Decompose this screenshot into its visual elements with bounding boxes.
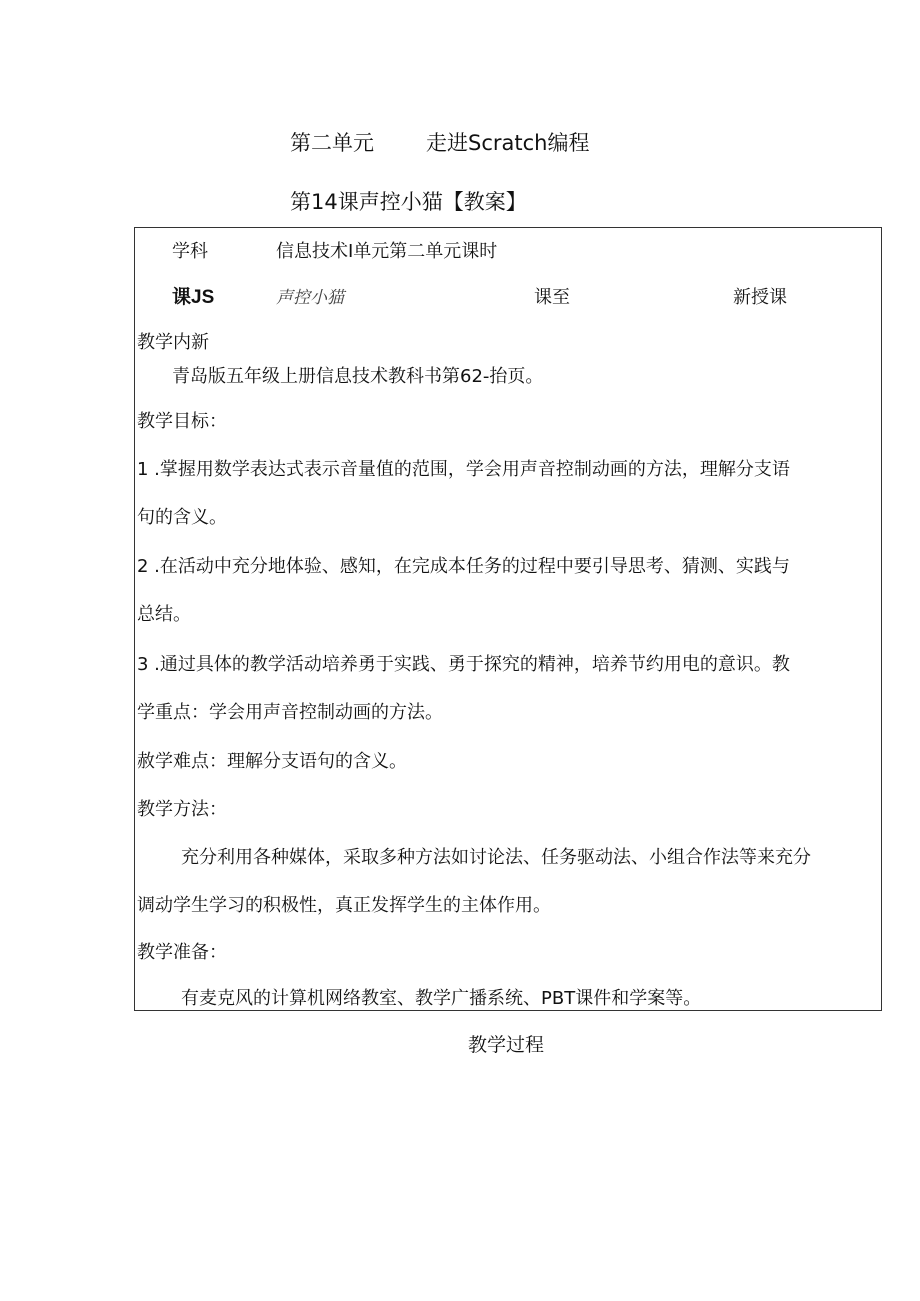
objective-1-line-2: 句的含义。 (137, 507, 227, 528)
objectives-heading: 教学目标： (137, 411, 227, 432)
methods-heading: 教学方法： (137, 799, 227, 820)
unit-heading (290, 127, 589, 157)
objective-2-line-1: 2 .在活动中充分地体验、感知，在完成本任务的过程中要引导思考、猜测、实践与 (137, 556, 790, 577)
content-text: 青岛版五年级上册信息技术教科书第62-抬页。 (172, 366, 544, 387)
content-heading: 教学内新 (137, 332, 209, 353)
preparation-text: 有麦克风的计算机网络教室、教学广播系统、PBT课件和学案等。 (181, 988, 702, 1009)
type-label: 课至 (534, 287, 570, 308)
objective-3-line-1: 3 .通过具体的教学活动培养勇于实践、勇于探究的精神，培养节约用电的意识。教 (137, 654, 790, 675)
methods-line-2: 调动学生学习的积极性，真正发挥学生的主体作用。 (137, 895, 551, 916)
difficulty: 赦学难点：理解分支语句的含义。 (137, 751, 407, 772)
type-value: 新授课 (733, 287, 787, 308)
subject-label: 学科 (172, 241, 208, 262)
objective-3-line-2: 学重点：学会用声音控制动画的方法。 (137, 702, 443, 723)
section-title-process: 教学过程 (468, 1034, 545, 1056)
objective-2-line-2: 总结。 (137, 604, 191, 625)
lesson-title: 第14课声控小猫【教案】 (290, 190, 527, 214)
unit-label: 第二单元 (290, 131, 374, 155)
methods-line-1: 充分利用各种媒体，采取多种方法如讨论法、任务驱动法、小组合作法等来充分 (181, 847, 811, 868)
course-label: 课JS (172, 287, 215, 308)
course-value: 声控小猫 (276, 288, 344, 307)
preparation-heading: 教学准备： (137, 942, 227, 963)
subject-value: 信息技术I单元第二单元课时 (276, 241, 498, 262)
unit-title: 走进Scratch编程 (426, 131, 590, 155)
objective-1-line-1: 1 .掌握用数学表达式表示音量值的范围，学会用声音控制动画的方法，理解分支语 (137, 459, 790, 480)
